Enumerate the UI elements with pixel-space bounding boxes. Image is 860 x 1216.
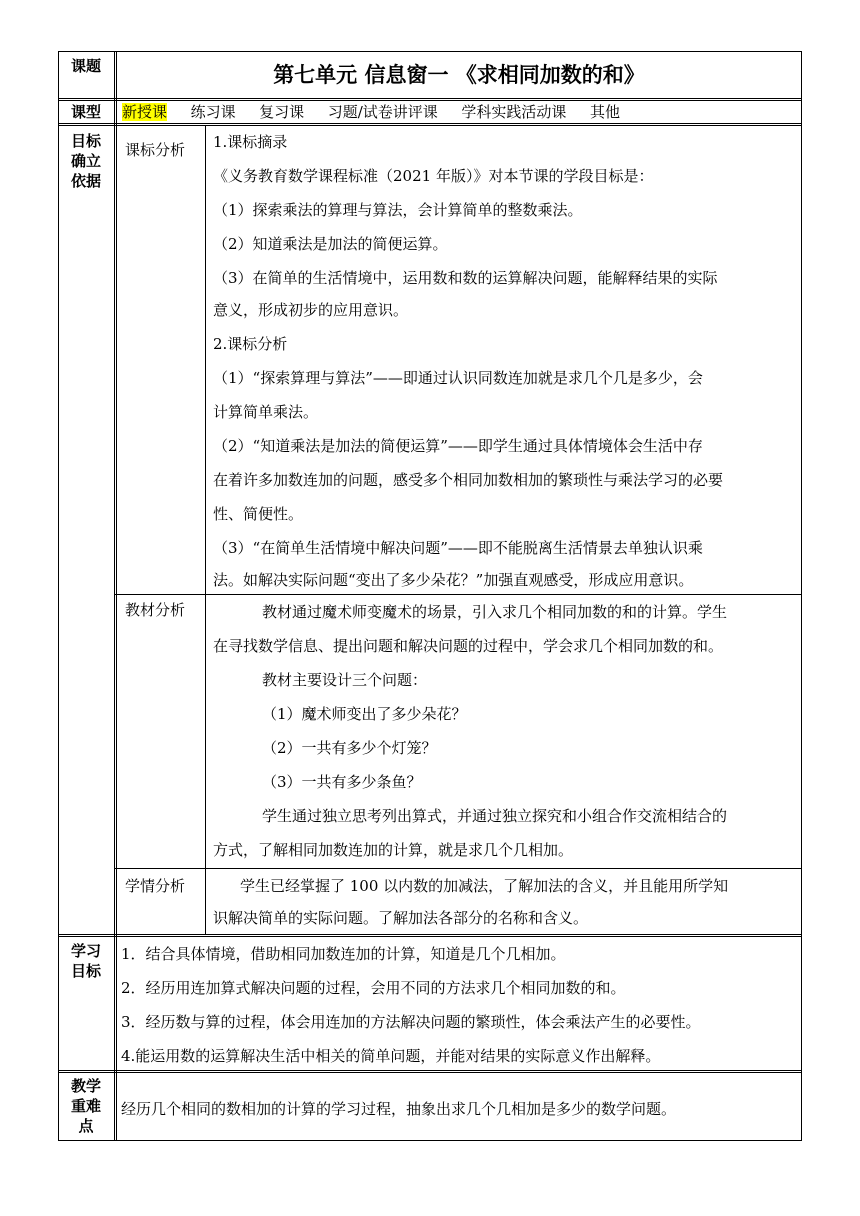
- key-points-label-line: 教学: [70, 1077, 101, 1095]
- lesson-type-option: 复习课: [259, 103, 305, 121]
- curriculum-line: （2）知道乘法是加法的简便运算。: [213, 235, 448, 253]
- curriculum-line: 《义务教育数学课程标准（2021 年版）》对本节课的学段目标是：: [213, 167, 654, 185]
- curriculum-line: 性、简便性。: [213, 505, 304, 523]
- rule: [115, 868, 802, 869]
- lesson-type-options: [122, 102, 620, 122]
- rule: [58, 100, 802, 101]
- students-line: 学生已经掌握了 100 以内数的加减法，了解加法的含义，并且能用所学知: [240, 877, 729, 895]
- curriculum-line: 意义，形成初步的应用意识。: [213, 301, 409, 319]
- objective-item: 4.能运用数的运算解决生活中相关的简单问题，并能对结果的实际意义作出解释。: [121, 1047, 661, 1065]
- curriculum-label: 课标分析: [125, 141, 186, 159]
- lesson-type-option: 练习课: [190, 103, 236, 121]
- basis-label-line: 依据: [70, 172, 101, 190]
- rule: [58, 934, 802, 935]
- basis-label: [58, 131, 114, 191]
- rule: [115, 594, 802, 595]
- lesson-type-option: 习题/试卷讲评课: [327, 103, 438, 121]
- students-label: 学情分析: [125, 877, 186, 895]
- curriculum-line: 计算简单乘法。: [213, 403, 319, 421]
- objective-item: 1．结合具体情境，借助相同加数连加的计算，知道是几个几相加。: [121, 945, 566, 963]
- basis-label-line: 目标: [70, 132, 101, 150]
- rule: [58, 123, 802, 124]
- objectives-label: [58, 941, 114, 981]
- key-points-text: 经历几个相同的数相加的计算的学习过程，抽象出求几个几相加是多少的数学问题。: [121, 1100, 677, 1118]
- lesson-type-label: 课型: [70, 103, 101, 121]
- curriculum-line: 在着许多加数连加的问题，感受多个相同加数相加的繁琐性与乘法学习的必要: [213, 471, 724, 489]
- basis-label-line: 确立: [70, 152, 101, 170]
- key-points-label-line: 点: [78, 1117, 94, 1135]
- key-points-label-line: 重难: [70, 1097, 101, 1115]
- lesson-type-option: 其他: [589, 103, 620, 121]
- key-points-label: [58, 1076, 114, 1136]
- objectives-label-line: 学习: [70, 942, 101, 960]
- topic-label: 课题: [70, 57, 101, 75]
- rule: [58, 51, 802, 52]
- objective-item: 2．经历用连加算式解决问题的过程，会用不同的方法求几个相同加数的和。: [121, 979, 626, 997]
- textbook-line: （3）一共有多少条鱼？: [262, 773, 422, 791]
- curriculum-line: 2.课标分析: [213, 335, 288, 353]
- rule: [114, 51, 115, 1141]
- rule: [205, 125, 206, 935]
- textbook-line: 方式，了解相同加数连加的计算，就是求几个几相加。: [213, 841, 574, 859]
- lesson-type-option-selected: 新授课: [122, 103, 168, 121]
- textbook-line: 教材主要设计三个问题：: [262, 671, 428, 689]
- rule: [58, 98, 802, 99]
- rule: [58, 1072, 802, 1073]
- rule: [58, 1070, 802, 1071]
- objectives-label-line: 目标: [70, 962, 101, 980]
- rule: [116, 51, 117, 1141]
- curriculum-line: 1.课标摘录: [213, 133, 288, 151]
- curriculum-line: 法。如解决实际问题“变出了多少朵花？”加强直观感受，形成应用意识。: [213, 571, 694, 589]
- rule: [58, 1140, 802, 1141]
- students-line: 识解决简单的实际问题。了解加法各部分的名称和含义。: [213, 909, 589, 927]
- textbook-line: （1）魔术师变出了多少朵花？: [262, 705, 467, 723]
- lesson-type-option: 学科实践活动课: [461, 103, 567, 121]
- textbook-label: 教材分析: [125, 601, 186, 619]
- curriculum-line: （1）“探索算理与算法”——即通过认识同数连加就是求几个几是多少，会: [213, 369, 703, 387]
- rule: [58, 125, 802, 126]
- textbook-line: （2）一共有多少个灯笼？: [262, 739, 437, 757]
- page-title: 第七单元 信息窗一 《求相同加数的和》: [273, 63, 645, 87]
- rule: [58, 936, 802, 937]
- curriculum-line: （3）“在简单生活情境中解决问题”——即不能脱离生活情景去单独认识乘: [213, 539, 703, 557]
- textbook-line: 教材通过魔术师变魔术的场景，引入求几个相同加数的和的计算。学生: [262, 603, 728, 621]
- textbook-line: 学生通过独立思考列出算式，并通过独立探究和小组合作交流相结合的: [262, 807, 728, 825]
- curriculum-line: （3）在简单的生活情境中，运用数和数的运算解决问题，能解释结果的实际: [213, 269, 718, 287]
- curriculum-line: （1）探索乘法的算理与算法，会计算简单的整数乘法。: [213, 201, 583, 219]
- objective-item: 3．经历数与算的过程，体会用连加的方法解决问题的繁琐性，体会乘法产生的必要性。: [121, 1013, 701, 1031]
- textbook-line: 在寻找数学信息、提出问题和解决问题的过程中，学会求几个相同加数的和。: [213, 637, 724, 655]
- rule: [801, 51, 802, 1141]
- curriculum-line: （2）“知道乘法是加法的简便运算”——即学生通过具体情境体会生活中存: [213, 437, 703, 455]
